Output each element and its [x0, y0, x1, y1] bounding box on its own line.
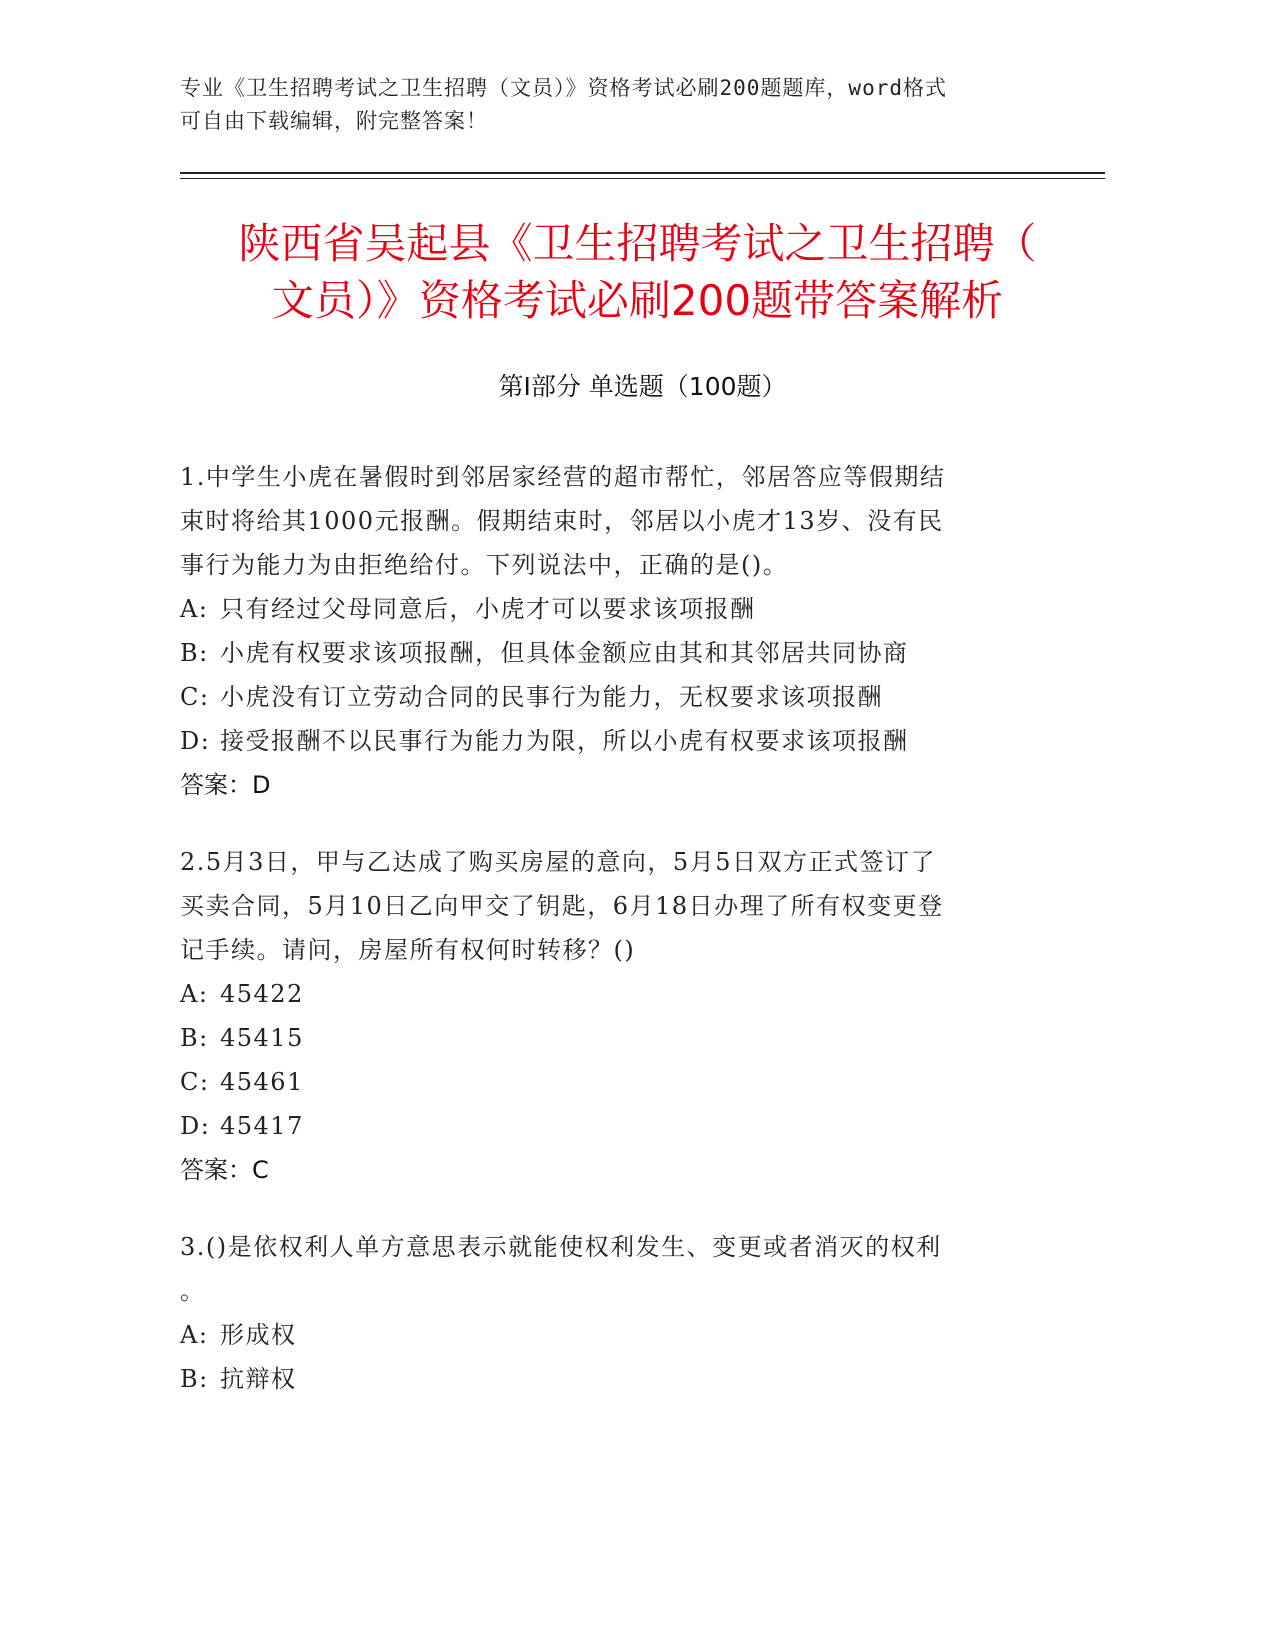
option-key: D:: [180, 1112, 211, 1140]
question-stem-line: 记手续。请问，房屋所有权何时转移？(): [180, 936, 636, 964]
question-stem-line: 买卖合同，5月10日乙向甲交了钥匙，6月18日办理了所有权变更登: [180, 892, 944, 920]
header-note: [180, 72, 1040, 138]
question-stem-line: 1.中学生小虎在暑假时到邻居家经营的超市帮忙，邻居答应等假期结: [180, 463, 946, 491]
header-rule-thin: [180, 178, 1105, 179]
answer-option: [180, 1357, 1040, 1401]
question-stem-line: 2.5月3日，甲与乙达成了购买房屋的意向，5月5日双方正式签订了: [180, 848, 936, 876]
option-text: 接受报酬不以民事行为能力为限，所以小虎有权要求该项报酬: [220, 727, 909, 755]
option-key: C:: [180, 1068, 210, 1096]
option-text: 形成权: [220, 1321, 297, 1349]
option-text: 45415: [220, 1024, 304, 1052]
header-rule-thick: [180, 172, 1105, 174]
option-key: B:: [180, 1024, 209, 1052]
question-stem-line: 3.()是依权利人单方意思表示就能使权利发生、变更或者消灭的权利: [180, 1233, 942, 1261]
question-stem-line: 。: [180, 1277, 206, 1305]
answer-option: [180, 631, 1040, 675]
question-stem-line: 事行为能力为由拒绝给付。下列说法中，正确的是()。: [180, 551, 789, 579]
option-key: A:: [180, 595, 209, 623]
question-block: [180, 1225, 1040, 1401]
answer-option: [180, 1060, 1040, 1104]
header-note-line: 可自由下载编辑，附完整答案！: [180, 109, 488, 133]
question-stem-line: 束时将给其1000元报酬。假期结束时，邻居以小虎才13岁、没有民: [180, 507, 944, 535]
option-key: B:: [180, 1365, 209, 1393]
option-text: 小虎没有订立劳动合同的民事行为能力，无权要求该项报酬: [220, 683, 883, 711]
question-block: [180, 840, 1040, 1192]
document-title-line: 文员）》资格考试必刷200题带答案解析: [271, 276, 1004, 325]
option-key: C:: [180, 683, 210, 711]
section-title: 第Ⅰ部分 单选题（100题）: [498, 372, 787, 401]
answer-option: [180, 972, 1040, 1016]
option-text: 抗辩权: [220, 1365, 297, 1393]
answer-option: [180, 675, 1040, 719]
option-key: B:: [180, 639, 209, 667]
question-list: [180, 455, 1040, 1434]
header-note-line: 专业《卫生招聘考试之卫生招聘（文员）》资格考试必刷200题题库，word格式: [180, 76, 947, 100]
document-title: [160, 215, 1115, 329]
answer-option: [180, 1313, 1040, 1357]
option-text: 45422: [220, 980, 304, 1008]
option-text: 45417: [220, 1112, 304, 1140]
option-key: D:: [180, 727, 211, 755]
answer-option: [180, 1016, 1040, 1060]
option-key: A:: [180, 980, 209, 1008]
answer-option: [180, 587, 1040, 631]
question-block: [180, 455, 1040, 807]
option-text: 小虎有权要求该项报酬，但具体金额应由其和其邻居共同协商: [220, 639, 909, 667]
answer-line: 答案：D: [180, 771, 271, 799]
document-title-line: 陕西省吴起县《卫生招聘考试之卫生招聘（: [238, 219, 1037, 268]
option-text: 45461: [220, 1068, 304, 1096]
answer-line: 答案：C: [180, 1156, 269, 1184]
option-key: A:: [180, 1321, 209, 1349]
answer-option: [180, 719, 1040, 763]
answer-option: [180, 1104, 1040, 1148]
option-text: 只有经过父母同意后，小虎才可以要求该项报酬: [220, 595, 756, 623]
